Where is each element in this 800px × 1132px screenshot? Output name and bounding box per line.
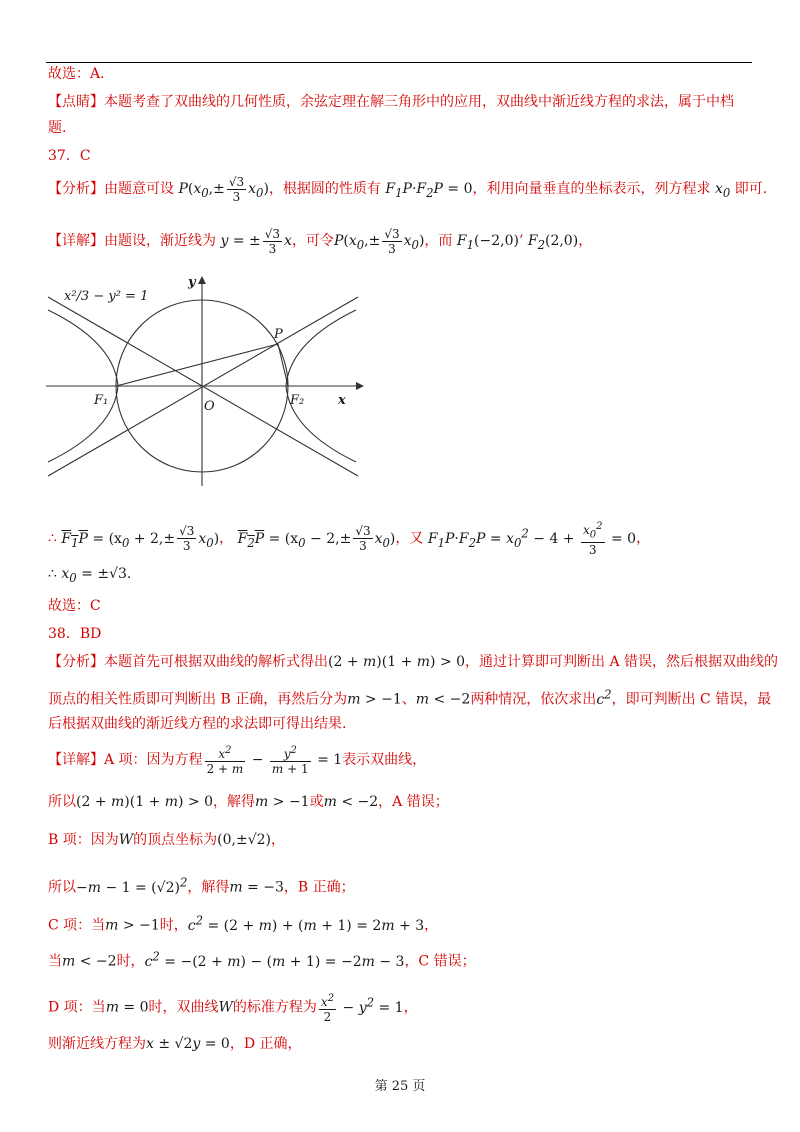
analysis-text: ，即可判断出 C 错误，最	[611, 691, 772, 708]
detail-text: 表示双曲线，	[342, 752, 427, 768]
detail-text: 则渐近线方程为	[48, 1036, 146, 1052]
comment-text: 本题考查了双曲线的几何性质，余弦定理在解三角形中的应用，双曲线中渐近线方程的求法，属于中档	[104, 94, 734, 110]
detail-text: A 项：因为方程	[104, 752, 203, 768]
analysis-tag: 【分析】	[48, 181, 104, 197]
c-squared-case-1: $c^2 = (2 + m) + (m + 1) = 2m + 3$	[187, 913, 425, 934]
q38-number: 38．BD	[48, 626, 102, 642]
detail-tag: 【详解】	[48, 752, 104, 768]
dot-product-equation: $F_1P\cdot F_2P = x_0^2 - 4$ + $\frac{x_0^2}{3}$ = 0	[427, 520, 637, 558]
asymptote-equation: x ± √2y = 0	[146, 1036, 230, 1052]
detail-text: ，A 错误；	[378, 794, 449, 810]
therefore-symbol: ∴	[48, 530, 57, 547]
detail-text: D 项：当	[48, 999, 106, 1016]
x0-symbol: $x_0$	[714, 181, 731, 200]
analysis-text: 由题意可设	[104, 181, 174, 197]
f2-coord: $F_2(2,0)$	[527, 233, 579, 252]
p-label: P	[274, 327, 283, 342]
case-1: m > −1	[347, 691, 402, 708]
case-1: m > −1	[105, 917, 160, 934]
vertex-coord: (0,±√2)	[217, 832, 271, 848]
vertex-equation: $-m - 1 = (√2)^2$	[76, 875, 188, 896]
q38-lineD	[48, 984, 418, 1026]
q38-lineD2	[48, 1034, 302, 1054]
again-text: 又	[409, 530, 424, 547]
vector-f2p: $F_2P = (x_0 - 2,\pm$ $\frac{√3}{3}$ $x_0$)	[237, 524, 396, 554]
therefore-symbol: ∴	[48, 566, 57, 582]
segment-p-f2	[278, 344, 288, 386]
y-axis-arrow	[198, 276, 206, 284]
q38-lineB	[48, 830, 285, 850]
page-number: 第 25 页	[374, 1079, 426, 1094]
vector-f1p: $F_1P = (x_0 + 2,\pm$ $\frac{√3}{3}$ $x_0$)	[61, 524, 220, 554]
x-axis-arrow	[356, 382, 364, 390]
header-rule	[46, 62, 752, 63]
comment-tag: 【点睛】	[48, 94, 104, 110]
q38-lineC	[48, 910, 438, 936]
q36-comment-line1	[48, 92, 734, 112]
c-squared: $c^2$	[596, 687, 612, 708]
origin-label: O	[204, 399, 215, 414]
x-axis-label: x	[338, 393, 346, 408]
w-symbol: W	[218, 999, 233, 1016]
detail-text: ，	[424, 917, 439, 934]
analysis-text: 两种情况，依次求出	[470, 691, 597, 708]
product-condition: (2 + m)(1 + m) > 0	[328, 654, 466, 670]
q38-line2	[48, 792, 449, 812]
detail-text: ，C 错误；	[404, 953, 476, 970]
hyperbola-equation-w: $\frac{x^2}{2 + m}$ − $\frac{y^2}{m + 1}$ = 1	[206, 745, 343, 776]
q38-lineC2	[48, 946, 476, 972]
analysis-text: ，通过计算即可判断出 A 错误，然后根据双曲线的	[465, 654, 779, 670]
detail-text: 当	[48, 953, 62, 970]
q37-detail: 【详解】由题设，渐近线为 y = ± $\frac{√3}{3}$ x，可令$P(x_0,\pm$ $\frac{√3}{3}$ $x_0$)，而 $F_1(-2,0)$’ $F_2(2,0)$，	[48, 226, 593, 256]
q38-lineB2	[48, 872, 355, 898]
analysis-tag: 【分析】	[48, 654, 104, 670]
detail-text: 时，	[116, 953, 145, 970]
q37-final: 故选：C	[48, 598, 101, 614]
detail-text: ，解得	[187, 879, 230, 896]
analysis-text: 本题首先可根据双曲线的解析式得出	[104, 654, 328, 670]
q37-number: 37．C	[48, 148, 91, 164]
q37-vectors: ∴ $F_1P = (x_0 + 2,\pm$ $\frac{√3}{3}$ $x_0$)， $F_2P = (x_0 - 2,\pm$ $\frac{√3}{3}$ $x_0$)，又 $F_1P\cdot F_2P = x_0^2 - 4$ + $\frac{x_0^2}{3}$ = 0，	[48, 520, 651, 558]
asymptote-formula: y = ± $\frac{√3}{3}$ x	[220, 226, 292, 256]
detail-text: B 项：因为	[48, 832, 119, 848]
w-symbol: W	[118, 832, 134, 848]
standard-equation: $\frac{x^2}{2}$ − $y^2 = 1$	[320, 992, 404, 1024]
q38-analysis-line2	[48, 684, 771, 710]
m-value: m = −3	[229, 879, 284, 896]
analysis-text: ，利用向量垂直的坐标表示，列方程求	[472, 181, 711, 197]
analysis-text: 、	[401, 691, 416, 708]
point-p-formula: $P(x_0,\pm$ $\frac{√3}{3}$ $x_0$)	[333, 226, 425, 256]
detail-text: ，D 正确，	[229, 1036, 302, 1052]
detail-text: 的标准方程为	[232, 999, 317, 1016]
detail-text: 时，	[159, 917, 188, 934]
detail-text: ，	[578, 233, 593, 249]
detail-text: 的顶点坐标为	[133, 832, 218, 848]
point-p-formula: $P(x_0,\pm$ $\frac{√3}{3}$ $x_0$)	[178, 174, 269, 204]
m-zero: m = 0	[105, 999, 149, 1016]
f2-label: F₂	[290, 393, 305, 408]
product-condition: (2 + m)(1 + m) > 0	[76, 794, 214, 810]
x0-result: $x_0 = \pm√3$.	[61, 566, 132, 585]
case-2: m < −2	[62, 953, 117, 970]
detail-text: 所以	[48, 879, 76, 896]
q38-analysis-line1	[48, 652, 778, 672]
detail-text: 由题设，渐近线为	[104, 233, 216, 249]
solution-2: m < −2	[323, 794, 379, 810]
detail-tag: 【详解】	[48, 233, 104, 249]
c-squared-case-2: $c^2 = -(2 + m) - (m + 1) = -2m - 3$	[144, 949, 405, 970]
detail-text: ，	[403, 999, 418, 1016]
q37-result	[48, 564, 131, 588]
detail-text: 或	[309, 794, 324, 810]
hyperbola-equation-label: x²/3 − y² = 1	[64, 289, 149, 304]
detail-text: ，解得	[213, 794, 256, 810]
f1-coord: $F_1(-2,0)$	[456, 233, 519, 252]
q36-comment-line2: 题.	[48, 120, 67, 136]
dot-product-formula: $F_1P\cdot F_2P = 0$	[385, 181, 473, 200]
analysis-text: 即可.	[734, 181, 768, 197]
detail-text: C 项：当	[48, 917, 106, 934]
detail-text: ，可令	[291, 233, 334, 249]
q38-detail-a	[48, 742, 426, 778]
f1-label: F₁	[94, 393, 109, 408]
analysis-text: ，根据圆的性质有	[268, 181, 381, 197]
y-axis-label: y	[188, 275, 196, 290]
detail-text: ，而	[424, 233, 453, 249]
analysis-text: 顶点的相关性质即可判断出 B 正确，再然后分为	[48, 691, 348, 708]
detail-text: 时，双曲线	[148, 999, 219, 1016]
case-2: m < −2	[415, 691, 471, 708]
detail-text: ，	[270, 832, 285, 848]
q36-answer: 故选：A.	[48, 66, 105, 82]
hyperbola-figure	[40, 262, 370, 490]
detail-text: ，B 正确；	[283, 879, 355, 896]
q38-analysis-line3: 后根据双曲线的渐近线方程的求法即可得出结果.	[48, 716, 347, 732]
q37-analysis	[48, 172, 767, 210]
solution-1: m > −1	[255, 794, 310, 810]
detail-text: 所以	[48, 794, 76, 810]
